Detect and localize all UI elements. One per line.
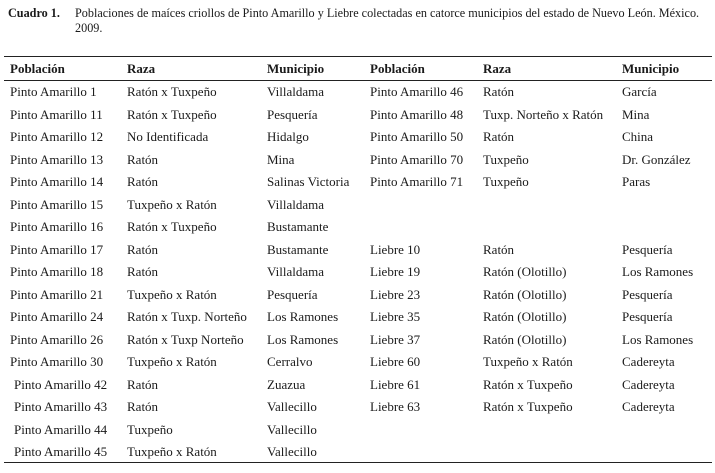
top-rule — [4, 56, 712, 57]
cell-municipio: Pesquería — [267, 107, 318, 122]
cell-poblacion: Pinto Amarillo 1 — [10, 84, 97, 99]
cell-poblacion: Pinto Amarillo 14 — [10, 174, 104, 189]
cell-municipio: Mina — [622, 107, 650, 122]
cell-poblacion: Pinto Amarillo 50 — [370, 129, 464, 144]
cell-municipio: Hidalgo — [267, 129, 309, 144]
header-poblacion-1: Población — [10, 61, 65, 76]
cell-raza: Tuxpeño x Ratón — [483, 354, 573, 369]
cell-poblacion: Pinto Amarillo 44 — [14, 422, 108, 437]
cell-raza: Ratón — [127, 242, 159, 257]
cell-municipio: Bustamante — [267, 242, 329, 257]
caption-label: Cuadro 1. — [8, 6, 60, 20]
cell-raza: Ratón (Olotillo) — [483, 264, 567, 279]
cell-poblacion: Pinto Amarillo 17 — [10, 242, 104, 257]
cell-poblacion: Liebre 63 — [370, 399, 421, 414]
cell-raza: Ratón x Tuxp Norteño — [127, 332, 244, 347]
cell-poblacion: Pinto Amarillo 24 — [10, 309, 104, 324]
cell-poblacion: Liebre 60 — [370, 354, 421, 369]
cell-poblacion: Liebre 10 — [370, 242, 421, 257]
cell-raza: Ratón x Tuxp. Norteño — [127, 309, 247, 324]
cell-raza: Tuxpeño x Ratón — [127, 444, 217, 459]
cell-municipio: Vallecillo — [267, 444, 317, 459]
cell-municipio: Los Ramones — [622, 332, 694, 347]
cell-poblacion: Pinto Amarillo 48 — [370, 107, 464, 122]
cell-raza: Tuxpeño — [483, 174, 529, 189]
cell-municipio: Vallecillo — [267, 422, 317, 437]
cell-raza: Ratón — [127, 264, 159, 279]
cell-poblacion: Liebre 23 — [370, 287, 421, 302]
cell-poblacion: Liebre 61 — [370, 377, 421, 392]
cell-poblacion: Liebre 37 — [370, 332, 421, 347]
cell-municipio: Villaldama — [267, 264, 324, 279]
cell-poblacion: Pinto Amarillo 46 — [370, 84, 464, 99]
cell-municipio: Villaldama — [267, 84, 324, 99]
cell-poblacion: Pinto Amarillo 15 — [10, 197, 104, 212]
cell-raza: Tuxp. Norteño x Ratón — [483, 107, 604, 122]
cell-poblacion: Pinto Amarillo 26 — [10, 332, 104, 347]
cell-municipio: Pesquería — [622, 287, 673, 302]
cell-municipio: Paras — [622, 174, 651, 189]
header-raza-1: Raza — [127, 61, 156, 76]
cell-poblacion: Pinto Amarillo 30 — [10, 354, 104, 369]
cell-municipio: Bustamante — [267, 219, 329, 234]
cell-raza: Tuxpeño x Ratón — [127, 197, 217, 212]
cell-poblacion: Liebre 19 — [370, 264, 421, 279]
cell-municipio: García — [622, 84, 657, 99]
cell-poblacion: Pinto Amarillo 13 — [10, 152, 104, 167]
cell-municipio: Vallecillo — [267, 399, 317, 414]
cell-raza: Ratón x Tuxpeño — [127, 107, 217, 122]
cell-raza: Ratón — [483, 242, 515, 257]
header-rule — [4, 80, 712, 81]
cell-poblacion: Liebre 35 — [370, 309, 421, 324]
cell-raza: Ratón (Olotillo) — [483, 332, 567, 347]
cell-municipio: Mina — [267, 152, 295, 167]
cell-poblacion: Pinto Amarillo 11 — [10, 107, 103, 122]
header-municipio-2: Municipio — [622, 61, 680, 76]
cell-municipio: Villaldama — [267, 197, 324, 212]
cell-poblacion: Pinto Amarillo 42 — [14, 377, 108, 392]
cell-raza: Tuxpeño x Ratón — [127, 354, 217, 369]
bottom-rule — [4, 462, 712, 463]
cell-municipio: Los Ramones — [267, 309, 339, 324]
header-municipio-1: Municipio — [267, 61, 325, 76]
cell-municipio: Los Ramones — [267, 332, 339, 347]
caption-text: Poblaciones de maíces criollos de Pinto Amarillo y Liebre colectadas en catorce municipios del estado de Nuevo León. México. 2009. — [75, 6, 700, 35]
cell-poblacion: Pinto Amarillo 45 — [14, 444, 108, 459]
cell-municipio: Zuazua — [267, 377, 306, 392]
cell-municipio: Salinas Victoria — [267, 174, 350, 189]
cell-raza: Ratón x Tuxpeño — [483, 377, 573, 392]
cell-municipio: China — [622, 129, 654, 144]
cell-raza: Ratón (Olotillo) — [483, 309, 567, 324]
header-raza-2: Raza — [483, 61, 512, 76]
cell-raza: Ratón (Olotillo) — [483, 287, 567, 302]
cell-raza: Ratón — [127, 377, 159, 392]
cell-poblacion: Pinto Amarillo 16 — [10, 219, 104, 234]
cell-raza: Ratón x Tuxpeño — [127, 84, 217, 99]
cell-municipio: Pesquería — [622, 309, 673, 324]
cell-raza: Ratón — [483, 129, 515, 144]
cell-municipio: Los Ramones — [622, 264, 694, 279]
cell-raza: No Identificada — [127, 129, 209, 144]
cell-poblacion: Pinto Amarillo 70 — [370, 152, 464, 167]
cell-raza: Tuxpeño — [127, 422, 173, 437]
cell-raza: Ratón — [127, 152, 159, 167]
cell-municipio: Pesquería — [267, 287, 318, 302]
cell-municipio: Cadereyta — [622, 354, 675, 369]
header-poblacion-2: Población — [370, 61, 425, 76]
cell-raza: Tuxpeño — [483, 152, 529, 167]
cell-municipio: Pesquería — [622, 242, 673, 257]
cell-municipio: Cadereyta — [622, 377, 675, 392]
cell-municipio: Dr. González — [622, 152, 691, 167]
cell-poblacion: Pinto Amarillo 12 — [10, 129, 104, 144]
cell-raza: Ratón x Tuxpeño — [483, 399, 573, 414]
cell-raza: Ratón — [127, 399, 159, 414]
cell-raza: Ratón x Tuxpeño — [127, 219, 217, 234]
cell-municipio: Cadereyta — [622, 399, 675, 414]
cell-raza: Ratón — [483, 84, 515, 99]
cell-poblacion: Pinto Amarillo 21 — [10, 287, 104, 302]
cell-municipio: Cerralvo — [267, 354, 313, 369]
cell-poblacion: Pinto Amarillo 18 — [10, 264, 104, 279]
cell-raza: Tuxpeño x Ratón — [127, 287, 217, 302]
cell-raza: Ratón — [127, 174, 159, 189]
cell-poblacion: Pinto Amarillo 43 — [14, 399, 108, 414]
cell-poblacion: Pinto Amarillo 71 — [370, 174, 464, 189]
